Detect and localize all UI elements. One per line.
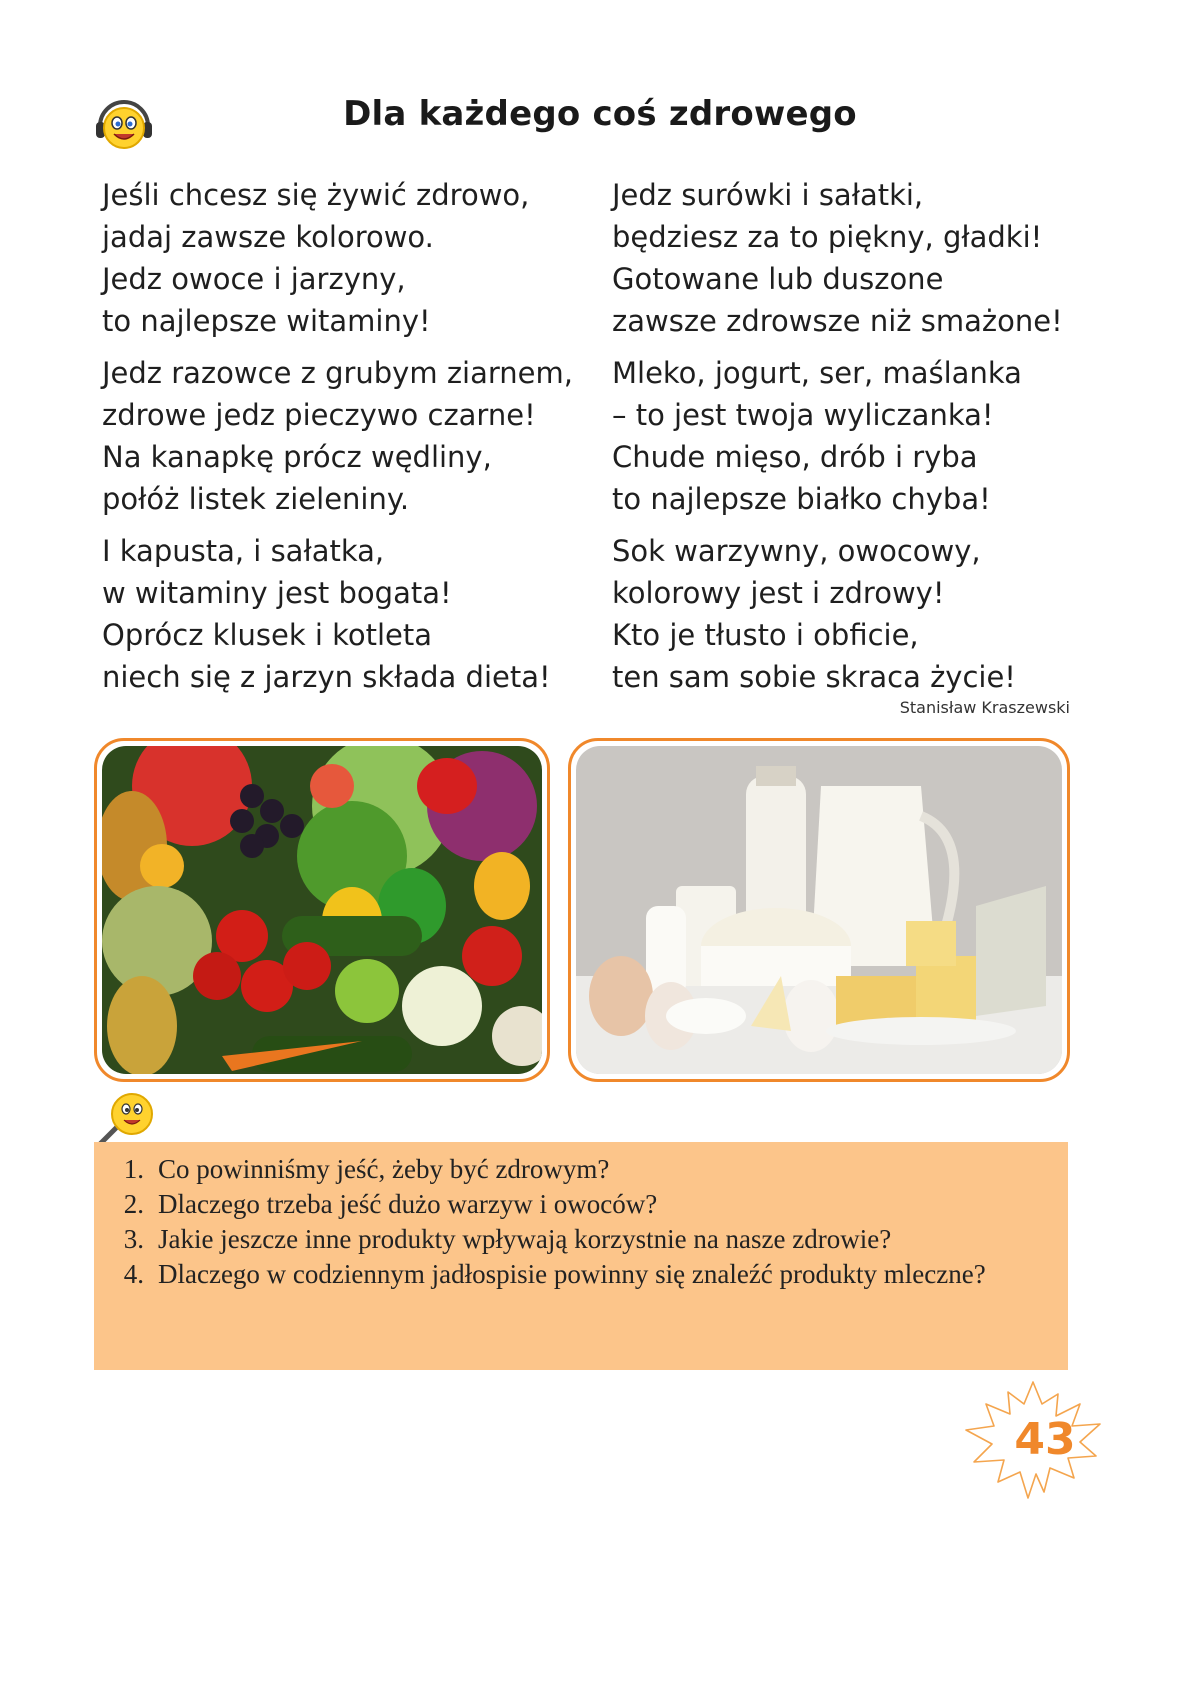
question-text: Dlaczego trzeba jeść dużo warzyw i owoców? (158, 1189, 658, 1219)
poem-line: Mleko, jogurt, ser, maślanka (612, 356, 1022, 390)
question-item (104, 1222, 1054, 1257)
dairy-products-photo (568, 738, 1070, 1082)
question-item (104, 1257, 1054, 1292)
stanza (102, 530, 622, 698)
poem-line: Jedz razowce z grubym ziarnem, (102, 356, 573, 390)
question-item (104, 1187, 1054, 1222)
poem-author: Stanisław Kraszewski (899, 698, 1070, 717)
poem-line: niech się z jarzyn składa dieta! (102, 660, 551, 694)
poem-line: to najlepsze białko chyba! (612, 482, 991, 516)
poem-line: w witaminy jest bogata! (102, 576, 452, 610)
vegetables-and-fruits-photo (94, 738, 550, 1082)
smiley-headphones-icon (92, 92, 156, 156)
stanza (612, 530, 1132, 698)
poem-line: jadaj zawsze kolorowo. (102, 220, 434, 254)
poem-line: Jeśli chcesz się żywić zdrowo, (102, 178, 530, 212)
question-list (104, 1152, 1054, 1292)
poem-line: – to jest twoja wyliczanka! (612, 398, 994, 432)
poem-line: Jedz owoce i jarzyny, (102, 262, 406, 296)
poem-line: będziesz za to piękny, gładki! (612, 220, 1043, 254)
question-item (104, 1152, 1054, 1187)
question-number: 4. (123, 1259, 144, 1289)
poem-line: połóż listek zieleniny. (102, 482, 410, 516)
poem-line: Sok warzywny, owocowy, (612, 534, 981, 568)
question-number: 1. (123, 1154, 144, 1184)
poem-line: zdrowe jedz pieczywo czarne! (102, 398, 536, 432)
question-text: Co powinniśmy jeść, żeby być zdrowym? (158, 1154, 610, 1184)
poem-line: Gotowane lub duszone (612, 262, 944, 296)
poem-column-right (612, 174, 1132, 708)
page-number: 43 (1014, 1414, 1076, 1465)
stanza (612, 352, 1132, 520)
poem-line: to najlepsze witaminy! (102, 304, 431, 338)
poem-line: ten sam sobie skraca życie! (612, 660, 1016, 694)
poem-line: Jedz surówki i sałatki, (612, 178, 924, 212)
question-text: Jakie jeszcze inne produkty wpływają korzystnie na nasze zdrowie? (158, 1224, 892, 1254)
stanza (612, 174, 1132, 342)
poem-line: I kapusta, i sałatka, (102, 534, 385, 568)
poem-line: Kto je tłusto i obficie, (612, 618, 919, 652)
poem-line: kolorowy jest i zdrowy! (612, 576, 945, 610)
poem-line: zawsze zdrowsze niż smażone! (612, 304, 1063, 338)
poem-line: Na kanapkę prócz wędliny, (102, 440, 492, 474)
page-title: Dla każdego coś zdrowego (343, 94, 857, 134)
question-number: 3. (123, 1224, 144, 1254)
poem-line: Chude mięso, drób i ryba (612, 440, 978, 474)
question-text: Dlaczego w codziennym jadłospisie powinny się znaleźć produkty mleczne? (158, 1259, 986, 1289)
question-number: 2. (123, 1189, 144, 1219)
poem-column-left (102, 174, 622, 708)
questions-box (94, 1142, 1068, 1370)
stanza (102, 352, 622, 520)
poem-line: Oprócz klusek i kotleta (102, 618, 433, 652)
stanza (102, 174, 622, 342)
smiley-microphone-icon (94, 1090, 156, 1148)
